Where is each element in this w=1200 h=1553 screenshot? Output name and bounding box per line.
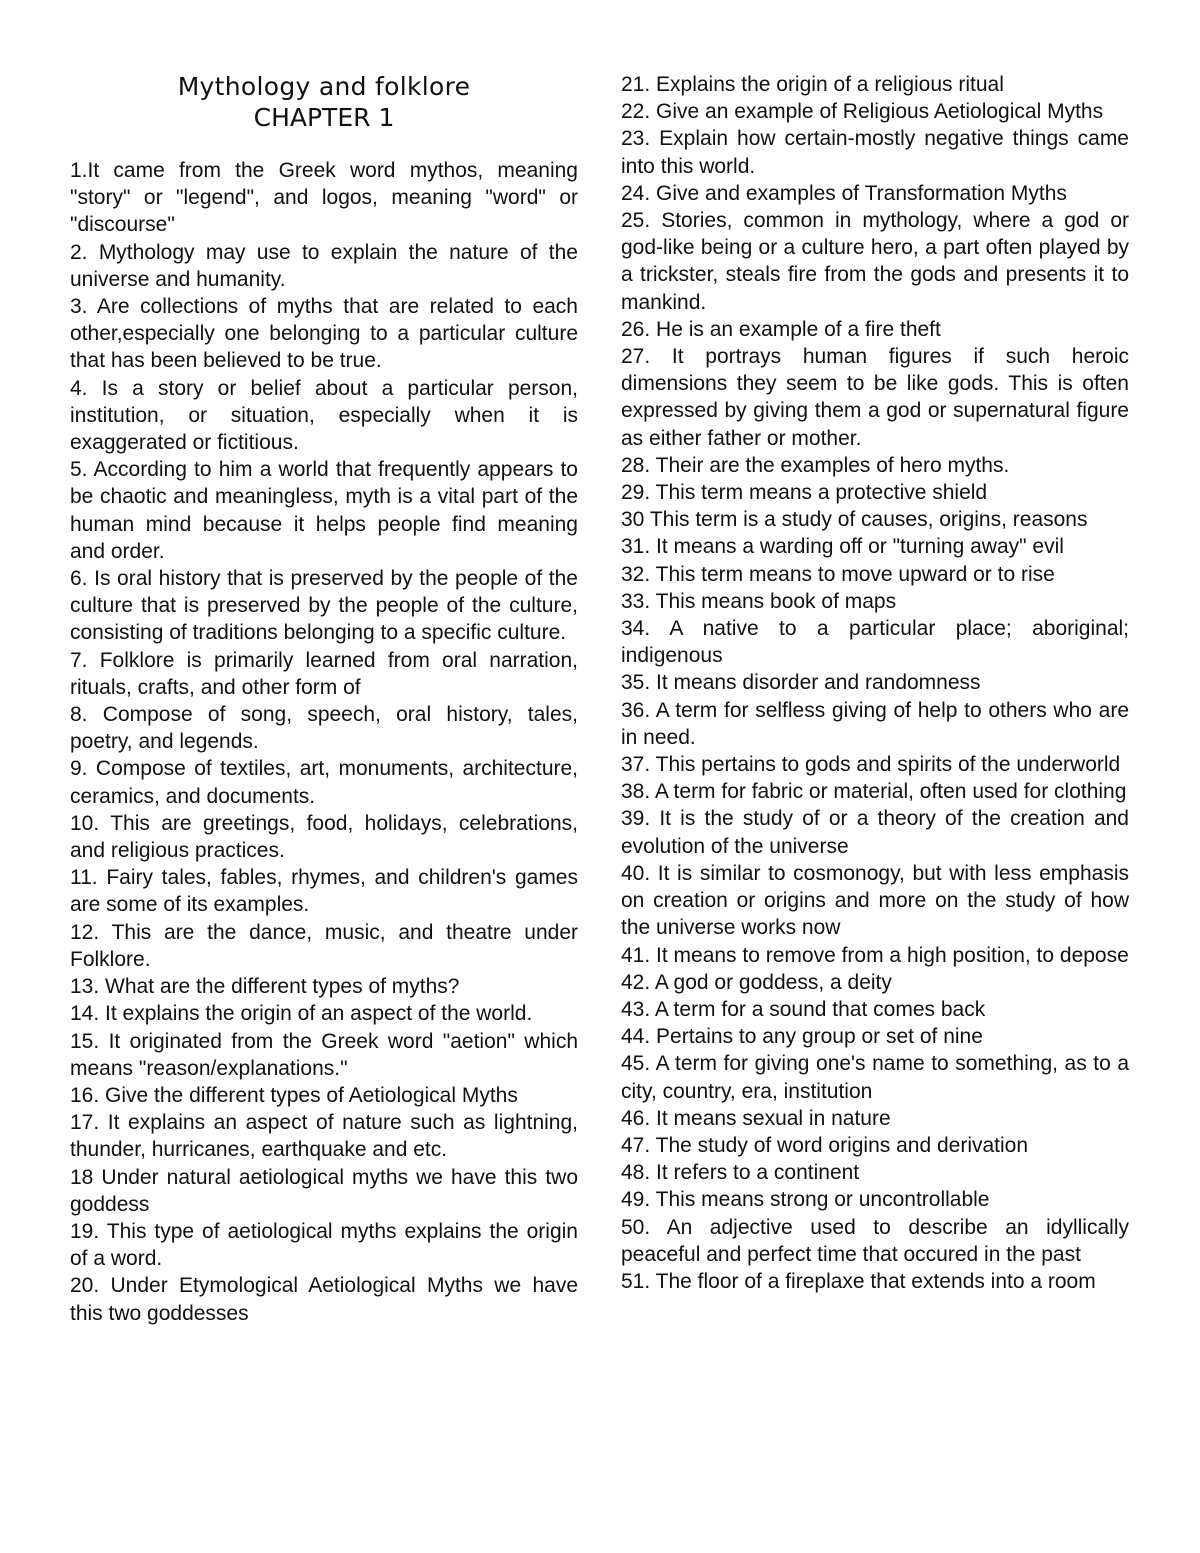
question-item: 12. This are the dance, music, and theatre under Folklore. [70,920,578,971]
question-item: 47. The study of word origins and derivation [621,1133,1029,1157]
question-item: 27. It portrays human figures if such heroic dimensions they seem to be like gods. This is often expressed by giving them a god or supernatural figure as either father or mother. [621,345,1129,450]
question-item: 43. A term for a sound that comes back [621,997,986,1021]
question-item: 42. A god or goddess, a deity [621,970,892,994]
question-item: 1.It came from the Greek word mythos, meaning "story" or "legend", and logos, meaning "word" or "discourse" [70,159,578,237]
question-item: 38. A term for fabric or material, often used for clothing [621,780,1127,804]
question-item: 28. Their are the examples of hero myths. [621,453,1010,477]
question-item: 31. It means a warding off or "turning away" evil [621,535,1064,559]
question-item: 49. This means strong or uncontrollable [621,1188,990,1212]
question-item: 33. This means book of maps [621,589,897,613]
question-item: 10. This are greetings, food, holidays, celebrations, and religious practices. [70,811,578,863]
question-item: 15. It originated from the Greek word "aetion" which means "reason/explanations." [70,1029,578,1080]
chapter-heading: CHAPTER 1 [253,103,395,132]
question-item: 35. It means disorder and randomness [621,671,981,695]
question-item: 16. Give the different types of Aetiological Myths [70,1083,518,1107]
question-item: 44. Pertains to any group or set of nine [621,1025,983,1049]
question-item: 41. It means to remove from a high position, to depose [621,943,1129,967]
question-item: 34. A native to a particular place; aboriginal; indigenous [621,617,1129,668]
question-item: 21. Explains the origin of a religious ritual [621,73,1004,96]
right-column [621,71,1129,1295]
question-item: 25. Stories, common in mythology, where a god or god-like being or a culture hero, a part often played by a trickster, steals fire from the gods and presents it to mankind. [621,209,1129,314]
document-title: Mythology and folklore [177,72,471,101]
question-item: 11. Fairy tales, fables, rhymes, and children's games are some of its examples. [70,866,578,917]
question-item: 17. It explains an aspect of nature such as lightning, thunder, hurricanes, earthquake and etc. [70,1111,578,1162]
question-item: 20. Under Etymological Aetiological Myths we have this two goddesses [70,1274,578,1325]
question-item: 39. It is the study of or a theory of the creation and evolution of the universe [621,807,1129,858]
question-item: 3. Are collections of myths that are related to each other,especially one belonging to a particular culture that has been believed to be true. [70,295,578,373]
question-item: 23. Explain how certain-mostly negative things came into this world. [621,127,1129,178]
question-item: 13. What are the different types of myths? [70,975,460,999]
question-item: 40. It is similar to cosmonogy, but with less emphasis on creation or origins and more on the study of how the universe works now [621,861,1129,940]
question-item: 4. Is a story or belief about a particular person, institution, or situation, especially when it is exaggerated or fictitious. [70,376,578,455]
question-item: 19. This type of aetiological myths explains the origin of a word. [70,1219,578,1271]
question-item: 22. Give an example of Religious Aetiological Myths [621,100,1104,124]
question-item: 2. Mythology may use to explain the nature of the universe and humanity. [70,240,578,291]
question-item: 5. According to him a world that frequently appears to be chaotic and meaningless, myth is a vital part of the human mind because it helps people find meaning and order. [70,458,578,563]
question-item: 29. This term means a protective shield [621,481,988,505]
question-item: 37. This pertains to gods and spirits of the underworld [621,753,1121,777]
question-item: 9. Compose of textiles, art, monuments, architecture, ceramics, and documents. [70,757,578,808]
question-item: 46. It means sexual in nature [621,1106,891,1130]
question-item: 51. The floor of a fireplaxe that extends into a room [621,1269,1096,1293]
question-item: 50. An adjective used to describe an idyllically peaceful and perfect time that occured in the past [621,1215,1129,1266]
question-item: 14. It explains the origin of an aspect of the world. [70,1002,533,1026]
question-item: 48. It refers to a continent [621,1161,860,1185]
question-item: 7. Folklore is primarily learned from oral narration, rituals, crafts, and other form of [70,648,578,699]
question-item: 18 Under natural aetiological myths we have this two goddess [70,1165,578,1216]
question-item: 8. Compose of song, speech, oral history, tales, poetry, and legends. [70,703,578,754]
question-item: 45. A term for giving one's name to something, as to a city, country, era, institution [621,1052,1129,1103]
question-item: 26. He is an example of a fire theft [621,317,941,341]
question-item: 30 This term is a study of causes, origins, reasons [621,508,1088,532]
question-item: 36. A term for selfless giving of help to others who are in need. [621,698,1129,749]
question-list-left [70,157,578,1327]
question-item: 32. This term means to move upward or to rise [621,562,1055,586]
question-item: 24. Give and examples of Transformation Myths [621,181,1067,205]
question-item: 6. Is oral history that is preserved by the people of the culture that is preserved by the people of the culture, consisting of traditions belonging to a specific culture. [70,567,578,645]
question-list-right [621,71,1129,1295]
left-column [70,71,578,1327]
